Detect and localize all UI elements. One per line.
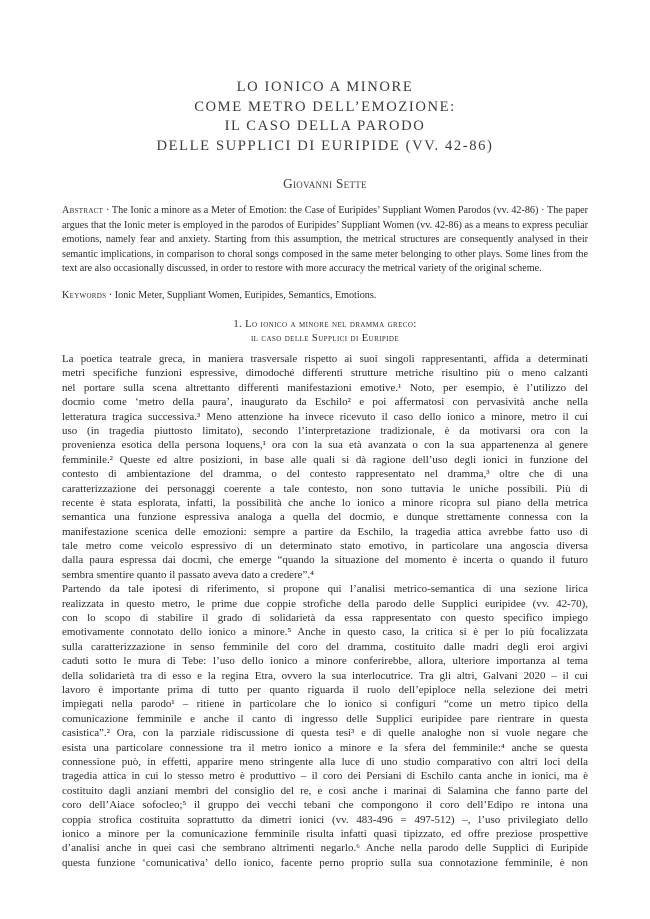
body-line: d’analisi anche in quei casi che sembrano altrimenti negarlo.⁶ Anche nella parodo delle Supplici di Euripide — [62, 842, 588, 855]
body-line: tale metro come veicolo espressivo di un determinato stato emotivo, in particolare una angoscia diversa — [62, 540, 588, 553]
title-line: LO IONICO A MINORE — [236, 79, 414, 95]
title-line: COME METRO DELL’EMOZIONE: — [194, 98, 456, 115]
body-line: emotivamente connotato dello ionico a minore.⁵ Anche in questo caso, la critica si è per lo più focalizzata — [62, 626, 588, 639]
title-line: IL CASO DELLA PARODO — [224, 118, 426, 134]
keywords-text: · Ionic Meter, Suppliant Women, Euripides, Semantics, Emotions. — [106, 290, 377, 301]
body-line: sulla caratterizzazione in senso femminile del coro del dramma, costituito dalle madri degli eroi argivi — [62, 640, 588, 653]
section-heading-line: il caso delle Supplici di Euripide — [250, 333, 400, 345]
body-line: contesto di ambientazione del dramma, o del contesto rappresentato nel dramma,³ oltre che di una — [62, 468, 588, 481]
body-line: La poetica teatrale greca, in maniera trasversale rispetto ai suoi singoli rappresentanti, affida a determinati — [62, 353, 588, 365]
keywords-label: Keywords — [62, 290, 107, 301]
body-line: connessione può, in effetti, apparire meno stringente alla luce di uno studio comparativo con altri loci della — [62, 755, 588, 768]
body-line: coppia strofica costituita soprattutto da dimetri ionici (vv. 483-496 = 497-512) –, l’uso privilegiato dello — [62, 813, 588, 826]
body-line: manifestazione scenica delle emozioni: sempre a partire da Eschilo, la tragedia attica avrebbe fatto uso di — [62, 525, 588, 538]
body-line: realizzata in questo metro, le prime due coppie strofiche della parodo delle Supplici euripidee (vv. 42-70), — [62, 597, 588, 610]
body-text — [62, 352, 588, 870]
body-line: letteratura tragica successiva.³ Meno attenzione ha invece ricevuto il caso dello ionico a minore, metro il cui — [62, 410, 588, 423]
article-title — [0, 78, 650, 192]
body-line: esista una particolare connessione tra il metro ionico a minore e la sfera del femminile:⁴ anche se questa — [62, 741, 588, 754]
body-line: coro dell’Aiace sofocleo;⁵ il gruppo dei vecchi tebani che compongono il coro dell’Edipo re intona una — [62, 799, 588, 812]
section-heading — [62, 318, 588, 346]
body-line: costituito dagli anziani membri del consiglio del re, e così anche i marinai di Salamina che fanno parte del — [62, 784, 588, 797]
abstract-text: · The Ionic a minore as a Meter of Emotion: the Case of Euripides’ Suppliant Women Parodos (vv. 42-86) · The paper argues that the Ionic meter is employed in the parodos of Euripides’ Suppliant Women (vv. 42-86) as a means to express peculiar emotions, namely fear and anxiety. Starting from this assumption, the metrical structures are consequently analysed in their semantic implications, in comparison to choral songs composed in the same meter belonging to other plays. Some lines from the text are also occasionally discussed, in order to restore with more accuracy the metrical variety of the original scheme. — [62, 205, 588, 275]
abstract-label: Abstract — [62, 205, 104, 216]
body-line: recente è stata esplorata, infatti, la possibilità che anche lo ionico a minore ricopra sul piano della metrica — [62, 496, 588, 509]
body-line: questa funzione ‘comunicativa’ dello ionico, facente perno proprio sulla sua connotazione femminile, è non — [62, 856, 588, 869]
body-line: ionico a minore per la comunicazione femminile risulta infatti quasi tipizzato, ed offre preziose prospettive — [62, 827, 588, 840]
body-line: della solidarietà tra di esso e la regina Etra, ovvero la sua interlocutrice. Tra gli altri, Galvani 2020 – il cui — [62, 669, 588, 682]
title-line: DELLE SUPPLICI DI EURIPIDE (VV. 42-86) — [156, 137, 494, 154]
abstract — [62, 204, 588, 277]
body-line: uso (in tragedia piuttosto limitato), secondo l’interpretazione tradizionale, è da motivarsi ora con la — [62, 424, 588, 437]
body-line: nel portare sulla scena altrettanto differenti manifestazioni emotive.¹ Noto, per esempio, è l’utilizzo del — [62, 381, 588, 394]
body-line: caduti sotto le mura di Tebe: l’uso dello ionico a minore conferirebbe, allora, ulteriore importanza al tema — [62, 655, 588, 668]
body-line: Partendo da tale ipotesi di riferimento, si propone qui l’analisi metrico-semantica di una sezione lirica — [62, 583, 588, 596]
author-name: Giovanni Sette — [283, 176, 367, 191]
body-line: provenienza esotica della persona loquens,¹ ora con la sua età avanzata o con la sua appartenenza al genere — [62, 439, 588, 452]
body-line: comunicazione femminile e anche il canto di ingresso delle Supplici euripidee pare rientrare in questa — [62, 712, 588, 725]
body-line: semantica una funzione espressiva analoga a quella del docmio, e dunque strettamente connessa con la — [62, 511, 588, 524]
body-line: metri specifiche funzioni espressive, dimodoché differenti strutture metriche risultino più o meno calzanti — [62, 367, 588, 380]
body-line: impiegati nella parodo¹ – ritiene in particolare che lo ionico si configuri “come un metro tipico della — [62, 698, 588, 711]
body-line: dalla paura espressa dai docmi, che emerge “quando la situazione del momento è incerta o quando il futuro — [62, 554, 588, 567]
section-heading-line: 1. Lo ionico a minore nel dramma greco: — [233, 319, 417, 330]
body-line: sembra smentire quanto il passato aveva dato a credere”.⁴ — [62, 568, 314, 581]
body-line: lavoro è importante prima di tutto per quanto riguarda il ruolo dell’epiploce nella selezione dei metri — [62, 683, 588, 696]
body-line: docmio come ‘metro della paura’, inaugurato da Eschilo² e poi affermatosi con pervasività anche nella — [62, 396, 588, 409]
body-line: casistica”.² Ora, con la parziale ridiscussione di questa tesi³ e di quelle analoghe non si vuole negare che — [62, 727, 588, 740]
body-line: con lo scopo di stabilire il grado di solidarietà da essa rappresentato con questo specifico impiego — [62, 612, 588, 625]
keywords — [62, 289, 588, 304]
body-line: femminile.² Queste ed altre posizioni, in base alle quali si dà ragione dell’uso degli ionici in funzione del — [62, 453, 588, 466]
body-line: tragedia attica in cui lo stesso metro è produttivo – il coro dei Persiani di Eschilo canta anche in ionici, ma è — [62, 770, 588, 783]
body-line: caratterizzazione dei personaggi coerente a tale contesto, non sono tuttavia le uniche possibili. Più di — [62, 482, 588, 495]
